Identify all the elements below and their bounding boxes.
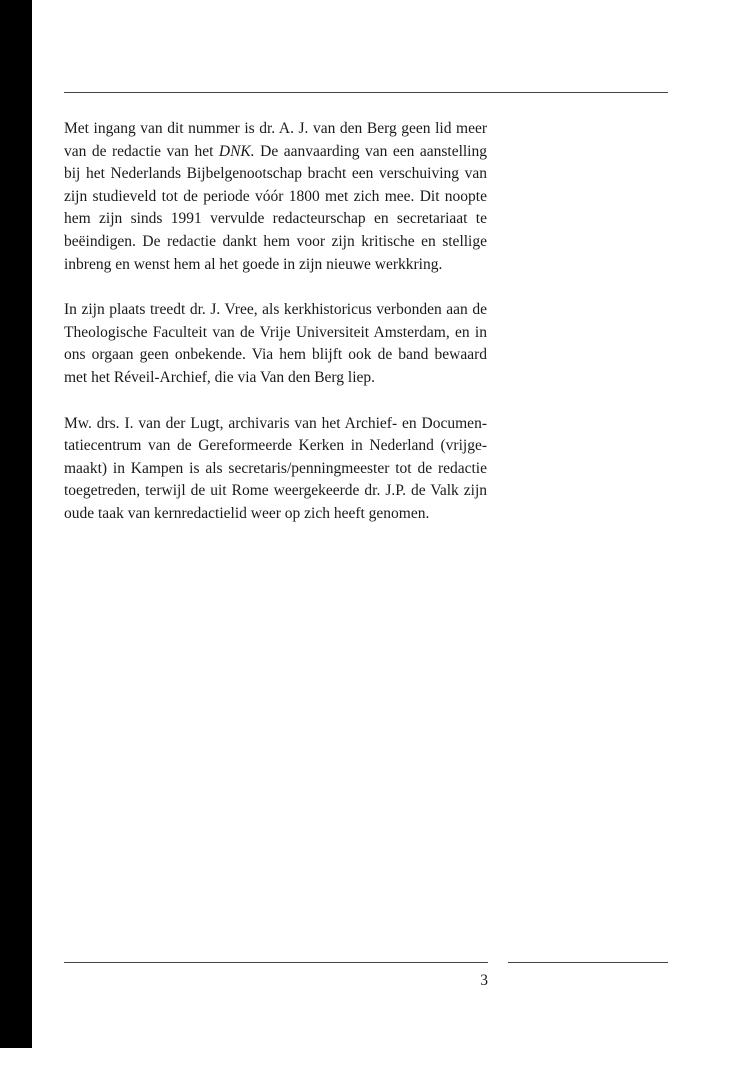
footer-rule-right [508,962,668,963]
journal-abbreviation: DNK. [218,142,255,160]
paragraph-1-continuation: De aanvaarding van een aanstelling bij het Nederlands Bijbelgenootschap bracht een verschuiving van zijn studieveld tot de periode vóór 1800 met zich mee. Dit noopte hem zijn sinds 1991 vervulde redacteurschap en secretariaat te beëindigen. De redactie dankt hem voor zijn kritische en stellige inbreng en wenst hem al het goede in zijn nieuwe werkkring. [64,142,487,273]
page-number: 3 [480,972,488,989]
paragraph-1-text: Met ingang van dit nummer is dr. A. J. van den Berg geen lid meer van de redactie van het [64,120,487,160]
scan-edge-bar [0,0,32,1048]
paragraph-secretary: Mw. drs. I. van der Lugt, archivaris van het Archief- en Documentatiecentrum van de Gereformeerde Kerken in Nederland (vrijgemaakt) in Kampen is als secretaris/penningmeester tot de redactie toegetreden, terwijl de uit Rome weergekeerde dr. J.P. de Valk zijn oude taak van kernredactielid weer op zich heeft genomen. [64,414,487,522]
footer-rule-left [64,962,488,963]
header-rule [64,92,668,93]
paragraph-new-editor: In zijn plaats treedt dr. J. Vree, als kerkhistoricus verbonden aan de Theologische Faculteit van de Vrije Universiteit Amsterdam, en in ons orgaan geen onbekende. Via hem blijft ook de band bewaard met het Réveil-Archief, die via Van den Berg liep. [64,301,487,386]
body-text [64,118,487,549]
paragraph-editor-departure [64,118,487,276]
